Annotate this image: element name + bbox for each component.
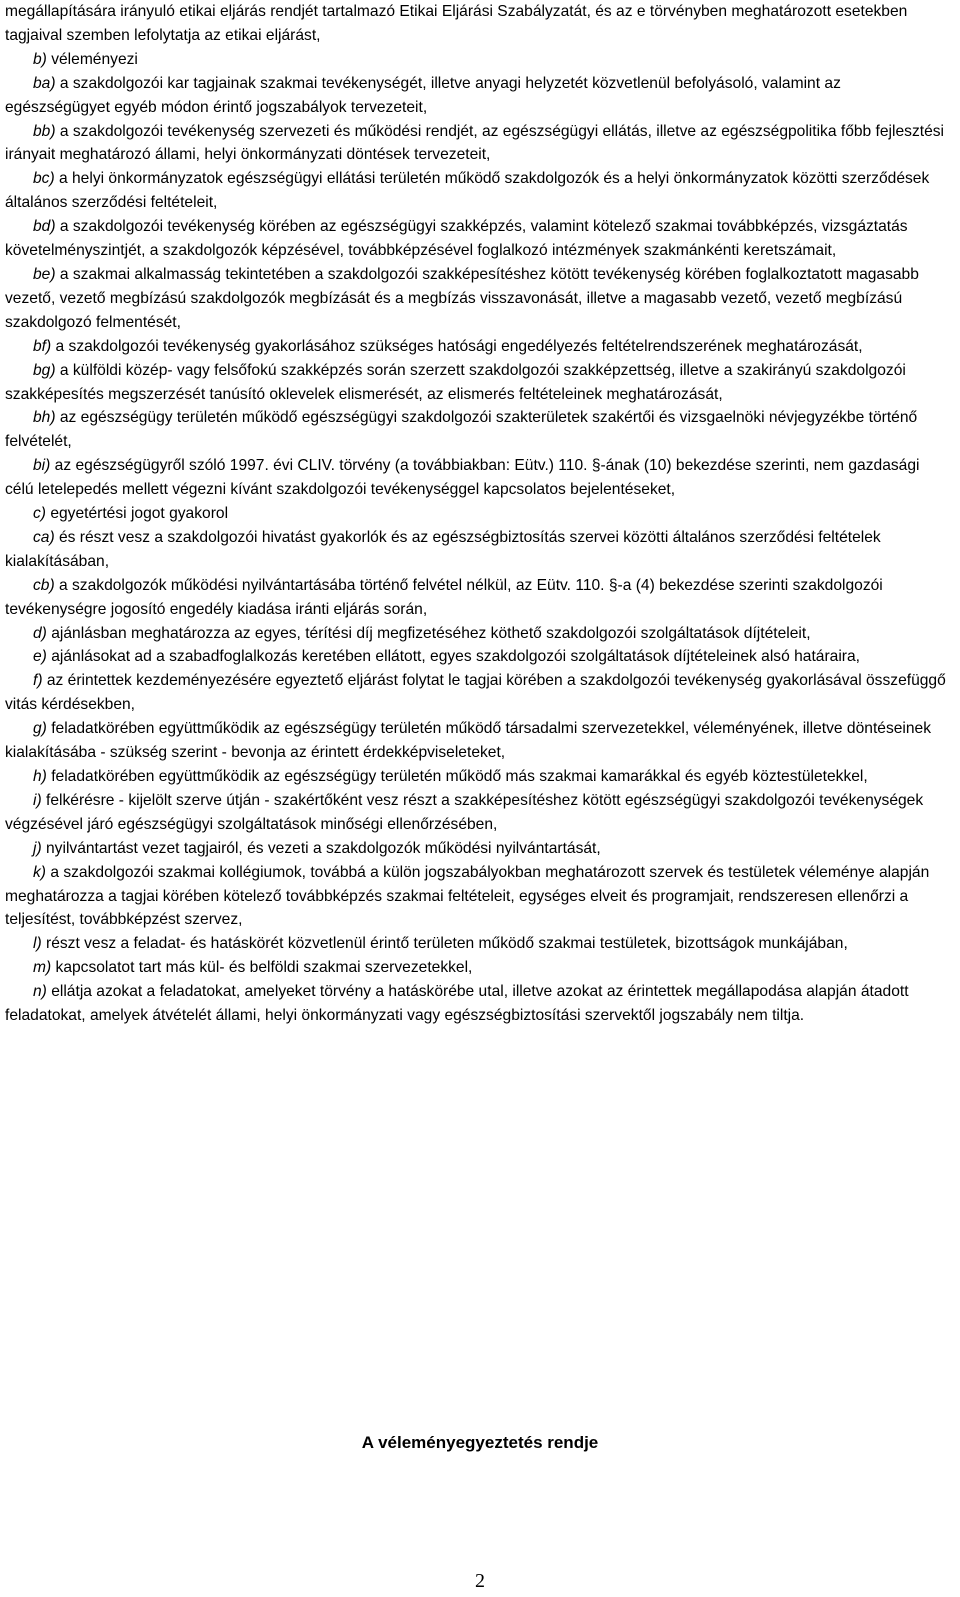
list-item [5,645,950,669]
list-item [5,502,950,526]
list-item [5,574,950,622]
item-label: n) [33,983,47,1001]
item-label: bb) [33,122,56,140]
list-item [5,72,950,120]
page-number: 2 [475,1570,485,1592]
item-label: bh) [33,409,56,427]
list-item [5,980,950,1028]
item-text: a szakdolgozók működési nyilvántartásába történő felvétel nélkül, az Eütv. 110. §-a (4) bekezdése szerinti szakdolgozói tevékenységre jogosító engedély kiadása iránti eljárás során, [5,576,883,618]
item-text: a szakdolgozói tevékenység szervezeti és működési rendjét, az egészségügyi ellátás, illetve az egészségpolitika főbb fejlesztési irányait meghatározó állami, helyi önkormányzati döntések tervezeteit, [5,122,945,164]
item-text: egyetértési jogot gyakorol [46,505,229,523]
item-label: be) [33,265,56,283]
item-text: a szakmai alkalmasság tekintetében a szakdolgozói szakképesítéshez kötött tevékenység körében foglalkoztatott magasabb vezető, vezető megbízású szakdolgozók megbízását és a megbízás visszavonását, illetve a magasabb vezető, vezető megbízású szakdolgozó felmentését, [5,265,919,331]
item-text: ellátja azokat a feladatokat, amelyeket törvény a hatáskörébe utal, illetve azokat az érintettek megállapodása alapján átadott feladatokat, amelyek átvételét állami, helyi önkormányzati vagy egészségbiztosítási szervektől jogszabály nem tiltja. [5,983,909,1025]
item-text: véleményezi [46,50,138,68]
list-item [5,359,950,407]
item-text: és részt vesz a szakdolgozói hivatást gyakorlók és az egészségbiztosítás szervei közötti általános szerződési feltételek kialakításában, [5,528,881,570]
item-label: h) [33,768,47,785]
list-item [5,454,950,502]
item-label: d) [33,624,47,642]
section-heading: A véleményegyeztetés rendje [361,1433,599,1452]
item-text: a szakdolgozói szakmai kollégiumok, továbbá a külön jogszabályokban meghatározott szervek és testületek véleménye alapján meghatározza a tagjai körében kötelező továbbképzés szakmai feltételeit, egységes elveit és programjait, rendszeresen ellenőrzi a teljesítést, továbbképzést szervez, [5,863,930,929]
item-text: az egészségügyről szóló 1997. évi CLIV. törvény (a továbbiakban: Eütv.) 110. §-ának (10) bekezdése szerinti, nem gazdasági célú letelepedés mellett végezni kívánt szakdolgozói tevékenységgel kapcsolatos bejelentéseket, [5,457,920,499]
list-item [5,215,950,263]
list-item [5,263,950,335]
item-label: bi) [33,457,51,475]
item-text: a helyi önkormányzatok egészségügyi ellátási területén működő szakdolgozók és a helyi önkormányzatok közötti szerződések általános szerződési feltételeit, [5,170,930,212]
list-item [5,932,950,956]
list-item [5,837,950,861]
item-text: feladatkörében együttműködik az egészségügy területén működő társadalmi szervezetekkel, véleményének, illetve döntéseinek kialakításába - szükség szerint - bevonja az érintett érdekképviseleteket, [5,720,932,762]
list-item [5,789,950,837]
list-item [5,167,950,215]
item-text: a szakdolgozói tevékenység körében az egészségügyi szakképzés, valamint kötelező szakmai továbbképzés, vizsgáztatás követelményszintjét, a szakdolgozók képzésével, továbbképzésével foglalkozó intézmények szakmánkénti keretszámait, [5,218,908,260]
list-item [5,956,950,980]
list-item [5,861,950,933]
item-label: m) [33,959,52,977]
item-text: az érintettek kezdeményezésére egyeztető eljárást folytat le tagjai körében a szakdolgozói tevékenység gyakorlásával összefüggő vitás kérdésekben, [5,672,946,714]
list-item [5,335,950,359]
paragraph [5,0,950,48]
item-label: k) [33,863,46,881]
item-label: b) [33,50,47,68]
list-item [5,717,950,765]
item-label: cb) [33,576,55,594]
body-text [5,0,950,1028]
item-label: i) [33,791,42,809]
item-label: bf) [33,337,52,355]
item-text: megállapítására irányuló etikai eljárás rendjét tartalmazó Etikai Eljárási Szabályzatát, és az e törvényben meghatározott esetekben tagjaival szemben lefolytatja az etikai eljárást, [5,3,908,44]
item-label: ca) [33,528,55,546]
item-text: részt vesz a feladat- és hatáskörét közvetlenül érintő területen működő szakmai testületek, bizottságok munkájában, [41,935,848,953]
item-text: ajánlásban meghatározza az egyes, térítési díj megfizetéséhez köthető szakdolgozói szolgáltatások díjtételeit, [46,624,811,642]
item-label: bg) [33,361,56,379]
item-label: j) [33,839,42,857]
item-label: l) [33,935,42,953]
item-text: az egészségügy területén működő egészségügyi szakdolgozói szakterületek szakértői és vizsgaelnöki névjegyzékbe történő felvételét, [5,409,918,451]
item-text: a szakdolgozói tevékenység gyakorlásához szükséges hatósági engedélyezés feltételrendszerének meghatározását, [51,337,863,355]
item-label: ba) [33,74,56,92]
item-text: felkérésre - kijelölt szerve útján - szakértőként vesz részt a szakképesítéshez kötött egészségügyi szakdolgozói tevékenységek végzésével járó egészségügyi szolgáltatások minőségi ellenőrzésében, [5,791,924,833]
list-item [5,120,950,168]
list-item [5,526,950,574]
item-text: a szakdolgozói kar tagjainak szakmai tevékenységét, illetve anyagi helyzetét közvetlenül befolyásoló, valamint az egészségügyet egyéb módon érintő jogszabályok tervezeteit, [5,74,841,116]
item-label: g) [33,720,47,738]
item-text: nyilvántartást vezet tagjairól, és vezeti a szakdolgozók működési nyilvántartását, [41,839,601,857]
item-label: e) [33,648,47,666]
item-text: kapcsolatot tart más kül- és belföldi szakmai szervezetekkel, [51,959,473,977]
item-label: bc) [33,170,55,188]
list-item [5,669,950,717]
list-item [5,622,950,646]
item-label: c) [33,505,46,523]
item-label: bd) [33,218,56,236]
list-item [5,406,950,454]
item-text: a külföldi közép- vagy felsőfokú szakképzés során szerzett szakdolgozói szakképzettség, illetve a szakirányú szakdolgozói szakképesítés megszerzését tanúsító oklevelek elismerését, az elismerés feltételeinek meghatározását, [5,361,906,403]
item-text: feladatkörében együttműködik az egészségügy területén működő más szakmai kamarákkal és egyéb köztestületekkel, [46,768,868,785]
list-item [5,48,950,72]
item-label: f) [33,672,43,690]
list-item [5,765,950,789]
item-text: ajánlásokat ad a szabadfoglalkozás keretében ellátott, egyes szakdolgozói szolgáltatások díjtételeinek alsó határaira, [46,648,860,666]
